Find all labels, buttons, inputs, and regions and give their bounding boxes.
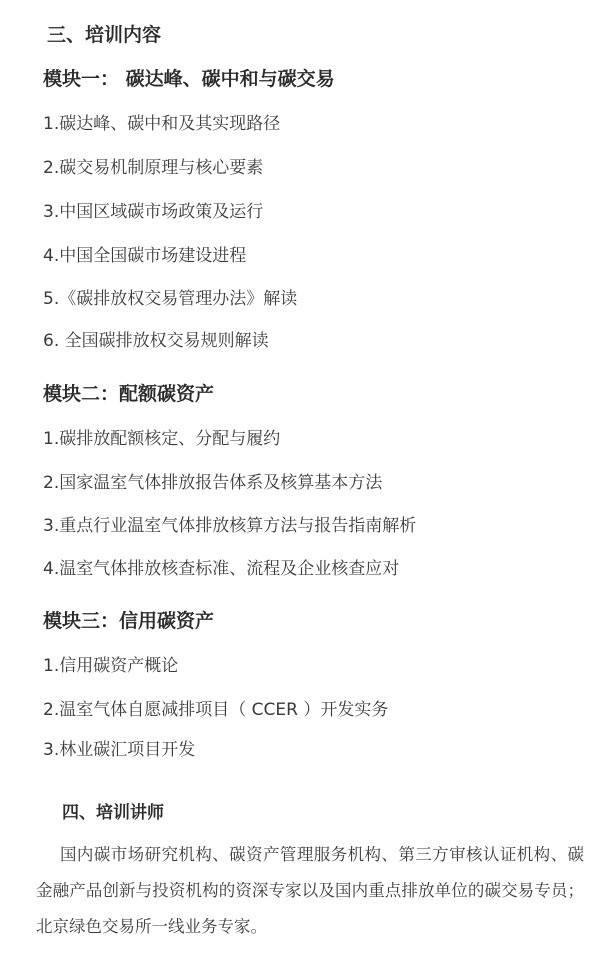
module-2-item-1: 1.碳排放配额核定、分配与履约 — [43, 429, 281, 449]
module-3-item-1: 1.信用碳资产概论 — [43, 656, 179, 676]
module-1-item-6: 6. 全国碳排放权交易规则解读 — [43, 331, 269, 351]
module-1-item-5: 5.《碳排放权交易管理办法》解读 — [43, 289, 298, 309]
module-3-item-3: 3.林业碳汇项目开发 — [43, 740, 196, 760]
module-2-item-4: 4.温室气体排放核查标准、流程及企业核查应对 — [43, 559, 400, 579]
module-3-item-2: 2.温室气体自愿减排项目（ CCER ）开发实务 — [43, 700, 389, 720]
module-1-item-3: 3.中国区域碳市场政策及运行 — [43, 202, 264, 222]
module-2-title: 模块二：配额碳资产 — [43, 383, 215, 405]
section-heading-trainers: 四、培训讲师 — [62, 803, 164, 823]
module-2-item-2: 2.国家温室气体排放报告体系及核算基本方法 — [43, 473, 383, 493]
module-1-item-2: 2.碳交易机制原理与核心要素 — [43, 158, 264, 178]
module-1-item-1: 1.碳达峰、碳中和及其实现路径 — [43, 114, 281, 134]
trainers-paragraph: 国内碳市场研究机构、碳资产管理服务机构、第三方审核认证机构、碳金融产品创新与投资机构的资深专家以及国内重点排放单位的碳交易专员；北京绿色交易所一线业务专家。 — [36, 845, 584, 936]
module-2-item-3: 3.重点行业温室气体排放核算方法与报告指南解析 — [43, 516, 417, 536]
module-1-title: 模块一： 碳达峰、碳中和与碳交易 — [43, 68, 335, 90]
module-3-title: 模块三：信用碳资产 — [43, 610, 215, 632]
section-heading-training-content: 三、培训内容 — [47, 24, 162, 46]
module-1-item-4: 4.中国全国碳市场建设进程 — [43, 246, 247, 266]
